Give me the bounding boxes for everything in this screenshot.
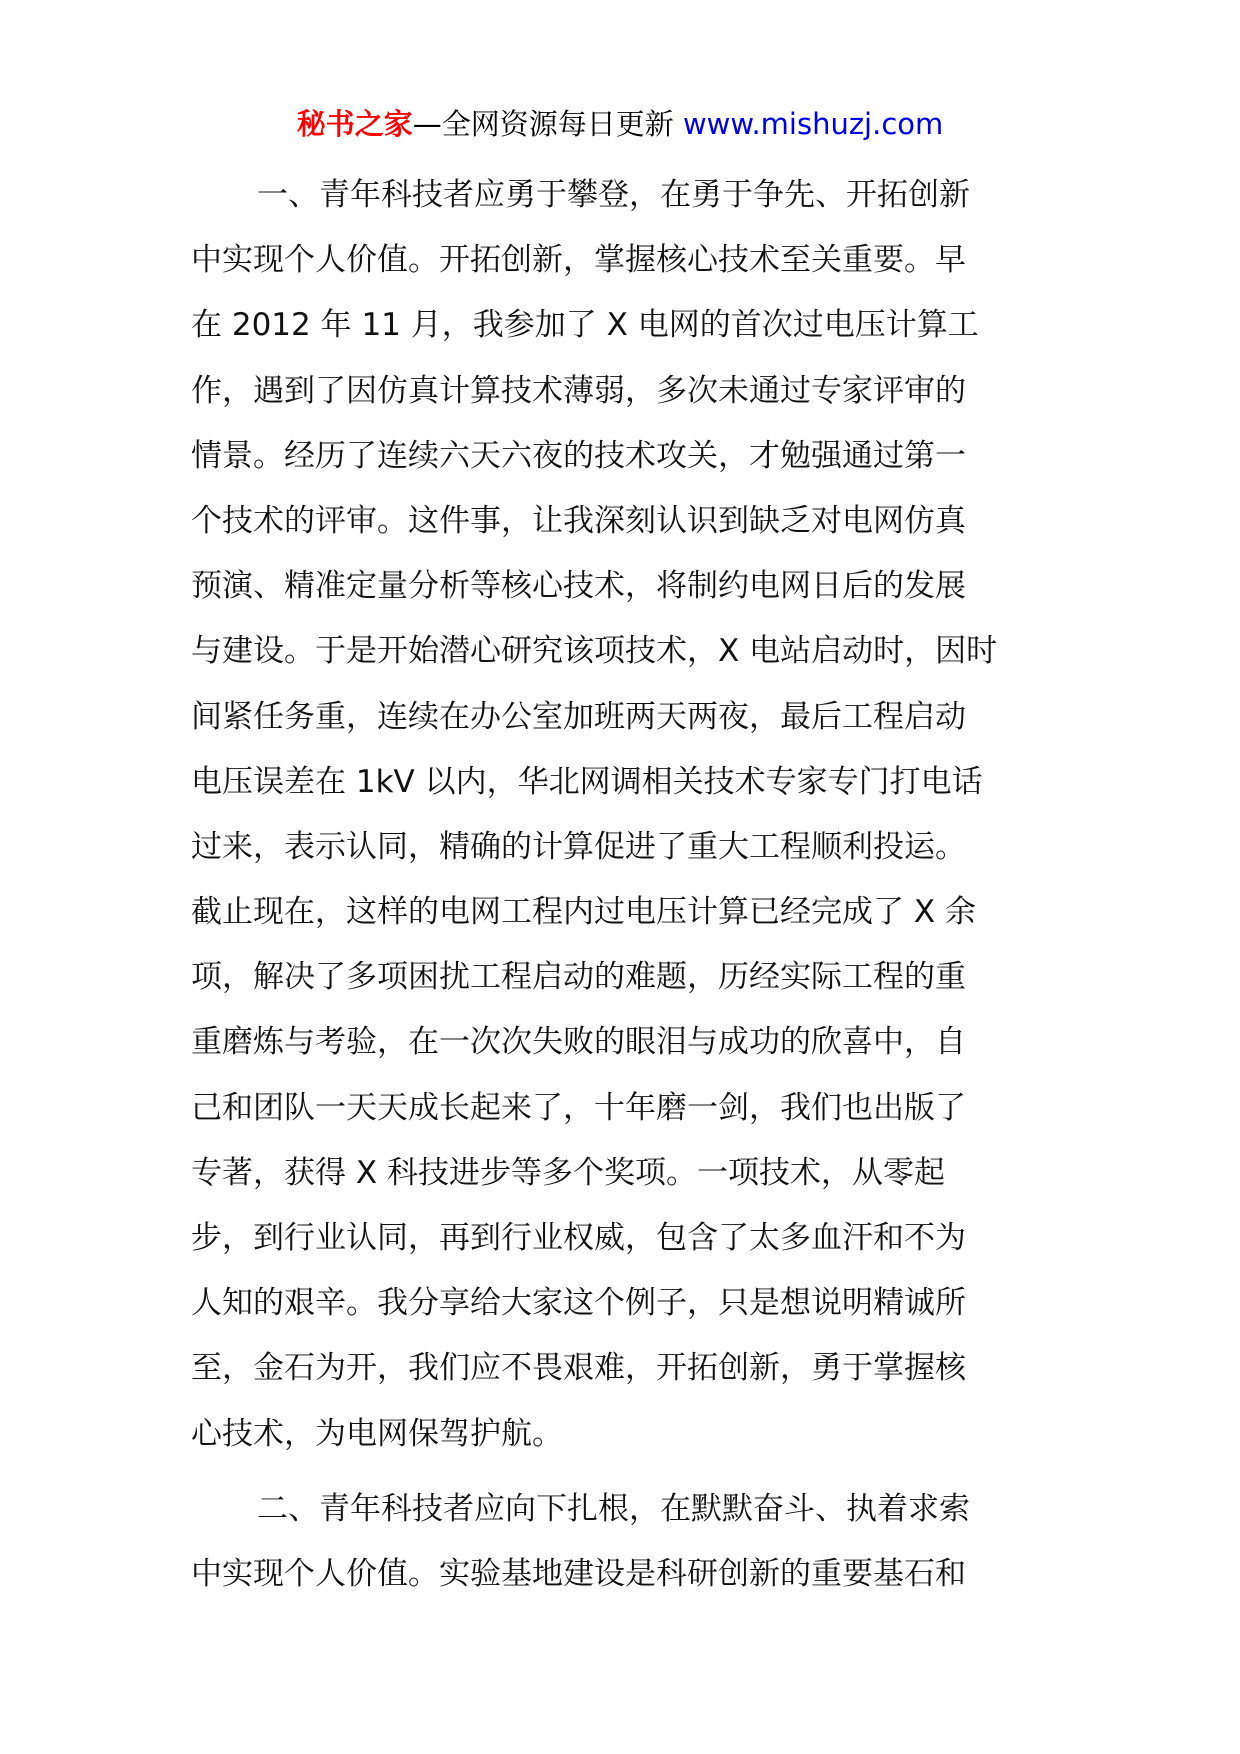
text-line: 过来，表示认同，精确的计算促进了重大工程顺利投运。 <box>191 828 966 865</box>
text-line: 心技术，为电网保驾护航。 <box>191 1415 563 1452</box>
text-line: 中实现个人价值。开拓创新，掌握核心技术至关重要。早 <box>191 242 966 279</box>
text-line: 己和团队一天天成长起来了，十年磨一剑，我们也出版了 <box>191 1089 966 1126</box>
text-line: 步，到行业认同，再到行业权威，包含了太多血汗和不为 <box>191 1220 966 1256</box>
text-line: 截止现在，这样的电网工程内过电压计算已经完成了 X 余 <box>191 894 976 931</box>
text-line: 预演、精准定量分析等核心技术，将制约电网日后的发展 <box>191 568 966 605</box>
text-line: 项，解决了多项困扰工程启动的难题，历经实际工程的重 <box>191 959 966 996</box>
text-line: 作，遇到了因仿真计算技术薄弱，多次未通过专家评审的 <box>191 372 966 409</box>
paragraph-spacer <box>191 1467 1061 1477</box>
text-line: 个技术的评审。这件事，让我深刻认识到缺乏对电网仿真 <box>191 502 966 539</box>
text-line: 中实现个人价值。实验基地建设是科研创新的重要基石和 <box>191 1555 966 1592</box>
text-line: 电压误差在 1kV 以内，华北网调相关技术专家专门打电话 <box>191 763 983 800</box>
site-header <box>0 104 1240 144</box>
text-line: 至，金石为开，我们应不畏艰难，开拓创新，勇于掌握核 <box>191 1350 966 1387</box>
site-url-link[interactable]: www.mishuzj.com <box>682 107 944 141</box>
text-line: 重磨炼与考验，在一次次失败的眼泪与成功的欣喜中，自 <box>191 1024 966 1061</box>
text-line: 间紧任务重，连续在办公室加班两天两夜，最后工程启动 <box>191 698 966 735</box>
text-line: 二、青年科技者应向下扎根，在默默奋斗、执着求索 <box>257 1490 970 1527</box>
text-line: 人知的艰辛。我分享给大家这个例子，只是想说明精诚所 <box>191 1285 966 1322</box>
text-line: 一、青年科技者应勇于攀登，在勇于争先、开拓创新 <box>257 177 970 213</box>
text-line: 在 2012 年 11 月，我参加了 X 电网的首次过电压计算工 <box>191 307 979 344</box>
text-line: 情景。经历了连续六天六夜的技术攻关，才勉强通过第一 <box>191 437 966 474</box>
text-line: 与建设。于是开始潜心研究该项技术，X 电站启动时，因时 <box>191 633 998 670</box>
paragraph-2 <box>191 1477 1061 1607</box>
paragraph-1 <box>191 163 1061 1467</box>
site-brand: 秘书之家 <box>296 107 413 141</box>
document-body <box>191 163 1061 1607</box>
site-slogan: —全网资源每日更新 <box>412 107 683 141</box>
text-line: 专著，获得 X 科技进步等多个奖项。一项技术，从零起 <box>191 1154 945 1191</box>
